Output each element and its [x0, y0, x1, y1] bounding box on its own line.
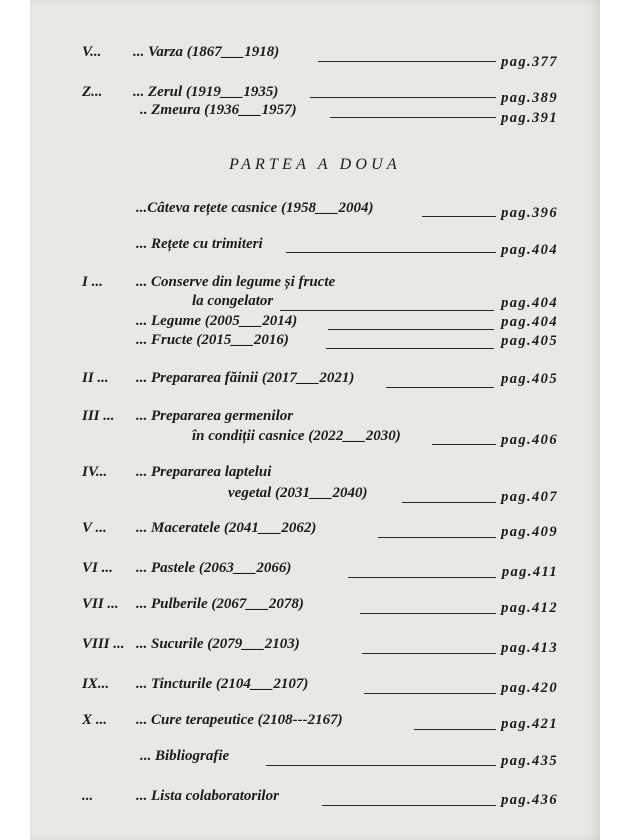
toc-entry — [30, 236, 600, 258]
page-number: pag.421 — [501, 716, 558, 732]
toc-entry — [30, 464, 600, 486]
leader-line — [330, 117, 496, 118]
toc-entry — [30, 520, 600, 542]
leader-line — [364, 693, 496, 694]
leader-line — [348, 577, 496, 578]
toc-entry — [30, 332, 600, 354]
leader-line — [402, 502, 496, 503]
entry-title: ... Bibliografie — [140, 748, 230, 764]
toc-entry — [30, 408, 600, 430]
chapter-number: V... — [82, 44, 102, 60]
page-number: pag.435 — [501, 753, 558, 769]
leader-line — [310, 97, 496, 98]
page-number: pag.407 — [501, 489, 558, 505]
page-number: pag.396 — [501, 205, 558, 221]
entry-title: ... Maceratele (2041___2062) — [136, 520, 317, 536]
page-number: pag.406 — [501, 432, 558, 448]
page-number: pag.391 — [501, 110, 558, 126]
chapter-number: VII ... — [82, 596, 119, 612]
entry-title: ... Sucurile (2079___2103) — [136, 636, 300, 652]
toc-entry — [30, 44, 600, 70]
chapter-number: IV... — [82, 464, 108, 480]
page-number: pag.411 — [501, 564, 558, 580]
leader-line — [328, 329, 494, 330]
chapter-number: Z... — [82, 84, 103, 100]
entry-title: ... Conserve din legume și fructe — [136, 274, 336, 290]
chapter-number: VIII ... — [82, 636, 125, 652]
leader-line — [318, 61, 496, 62]
entry-title: ... Tincturile (2104___2107) — [136, 676, 309, 692]
page-number: pag.404 — [501, 242, 558, 258]
toc-entry — [30, 485, 600, 507]
page-number: pag.405 — [501, 333, 558, 349]
entry-title: ... Legume (2005___2014) — [136, 313, 298, 329]
entry-title: ... Fructe (2015___2016) — [136, 332, 289, 348]
leader-line — [422, 216, 496, 217]
entry-title: ... Pulberile (2067___2078) — [136, 596, 304, 612]
entry-title: ... Varza (1867___1918) — [133, 44, 280, 60]
leader-line — [378, 537, 496, 538]
leader-line — [432, 444, 496, 445]
chapter-number: ... — [82, 788, 94, 804]
leader-line — [326, 348, 494, 349]
entry-title: ... Cure terapeutice (2108---2167) — [136, 712, 343, 728]
page-number: pag.404 — [501, 295, 558, 311]
entry-title: ... Pastele (2063___2066) — [136, 560, 292, 576]
entry-title: ... Rețete cu trimiteri — [136, 236, 263, 252]
chapter-number: VI ... — [82, 560, 113, 576]
leader-line — [414, 729, 496, 730]
leader-line — [280, 310, 494, 311]
page-number: pag.377 — [501, 54, 558, 70]
toc-entry — [30, 370, 600, 392]
chapter-number: III ... — [82, 408, 115, 424]
entry-title: ...Câteva rețete casnice (1958___2004) — [136, 200, 374, 216]
toc-entry — [30, 102, 600, 124]
toc-entry — [30, 200, 600, 222]
entry-title: ... Prepararea făinii (2017___2021) — [136, 370, 355, 386]
leader-line — [360, 613, 496, 614]
page-number: pag.405 — [501, 371, 558, 387]
chapter-number: IX... — [82, 676, 110, 692]
section-heading: PARTEA A DOUA — [229, 156, 401, 173]
page-number: pag.409 — [501, 524, 558, 540]
toc-entry — [30, 560, 600, 582]
page-number: pag.404 — [501, 314, 558, 330]
page-number: pag.389 — [501, 90, 558, 106]
page-number: pag.420 — [501, 680, 558, 696]
book-page — [30, 0, 600, 840]
page-number: pag.413 — [501, 640, 558, 656]
chapter-number: I ... — [82, 274, 103, 290]
toc-entry — [30, 748, 600, 770]
toc-entry — [30, 788, 600, 810]
chapter-number: II ... — [82, 370, 109, 386]
toc-entry — [30, 636, 600, 658]
entry-title: vegetal (2031___2040) — [228, 485, 368, 501]
chapter-number: X ... — [82, 712, 108, 728]
toc-entry — [30, 293, 600, 315]
leader-line — [322, 805, 496, 806]
toc-entry — [30, 676, 600, 698]
entry-title: ... Prepararea laptelui — [136, 464, 272, 480]
leader-line — [286, 252, 496, 253]
entry-title: la congelator — [192, 293, 274, 309]
entry-title: în condiții casnice (2022___2030) — [192, 428, 401, 444]
page-number: pag.436 — [501, 792, 558, 808]
leader-line — [362, 653, 496, 654]
entry-title: ... Zerul (1919___1935) — [133, 84, 279, 100]
entry-title: ... Lista colaboratorilor — [136, 788, 279, 804]
entry-title: .. Zmeura (1936___1957) — [140, 102, 297, 118]
toc-entry — [30, 712, 600, 734]
leader-line — [266, 765, 496, 766]
toc-entry — [30, 428, 600, 450]
toc-entry — [30, 596, 600, 618]
page-number: pag.412 — [501, 600, 558, 616]
leader-line — [386, 387, 494, 388]
entry-title: ... Prepararea germenilor — [136, 408, 294, 424]
chapter-number: V ... — [82, 520, 107, 536]
